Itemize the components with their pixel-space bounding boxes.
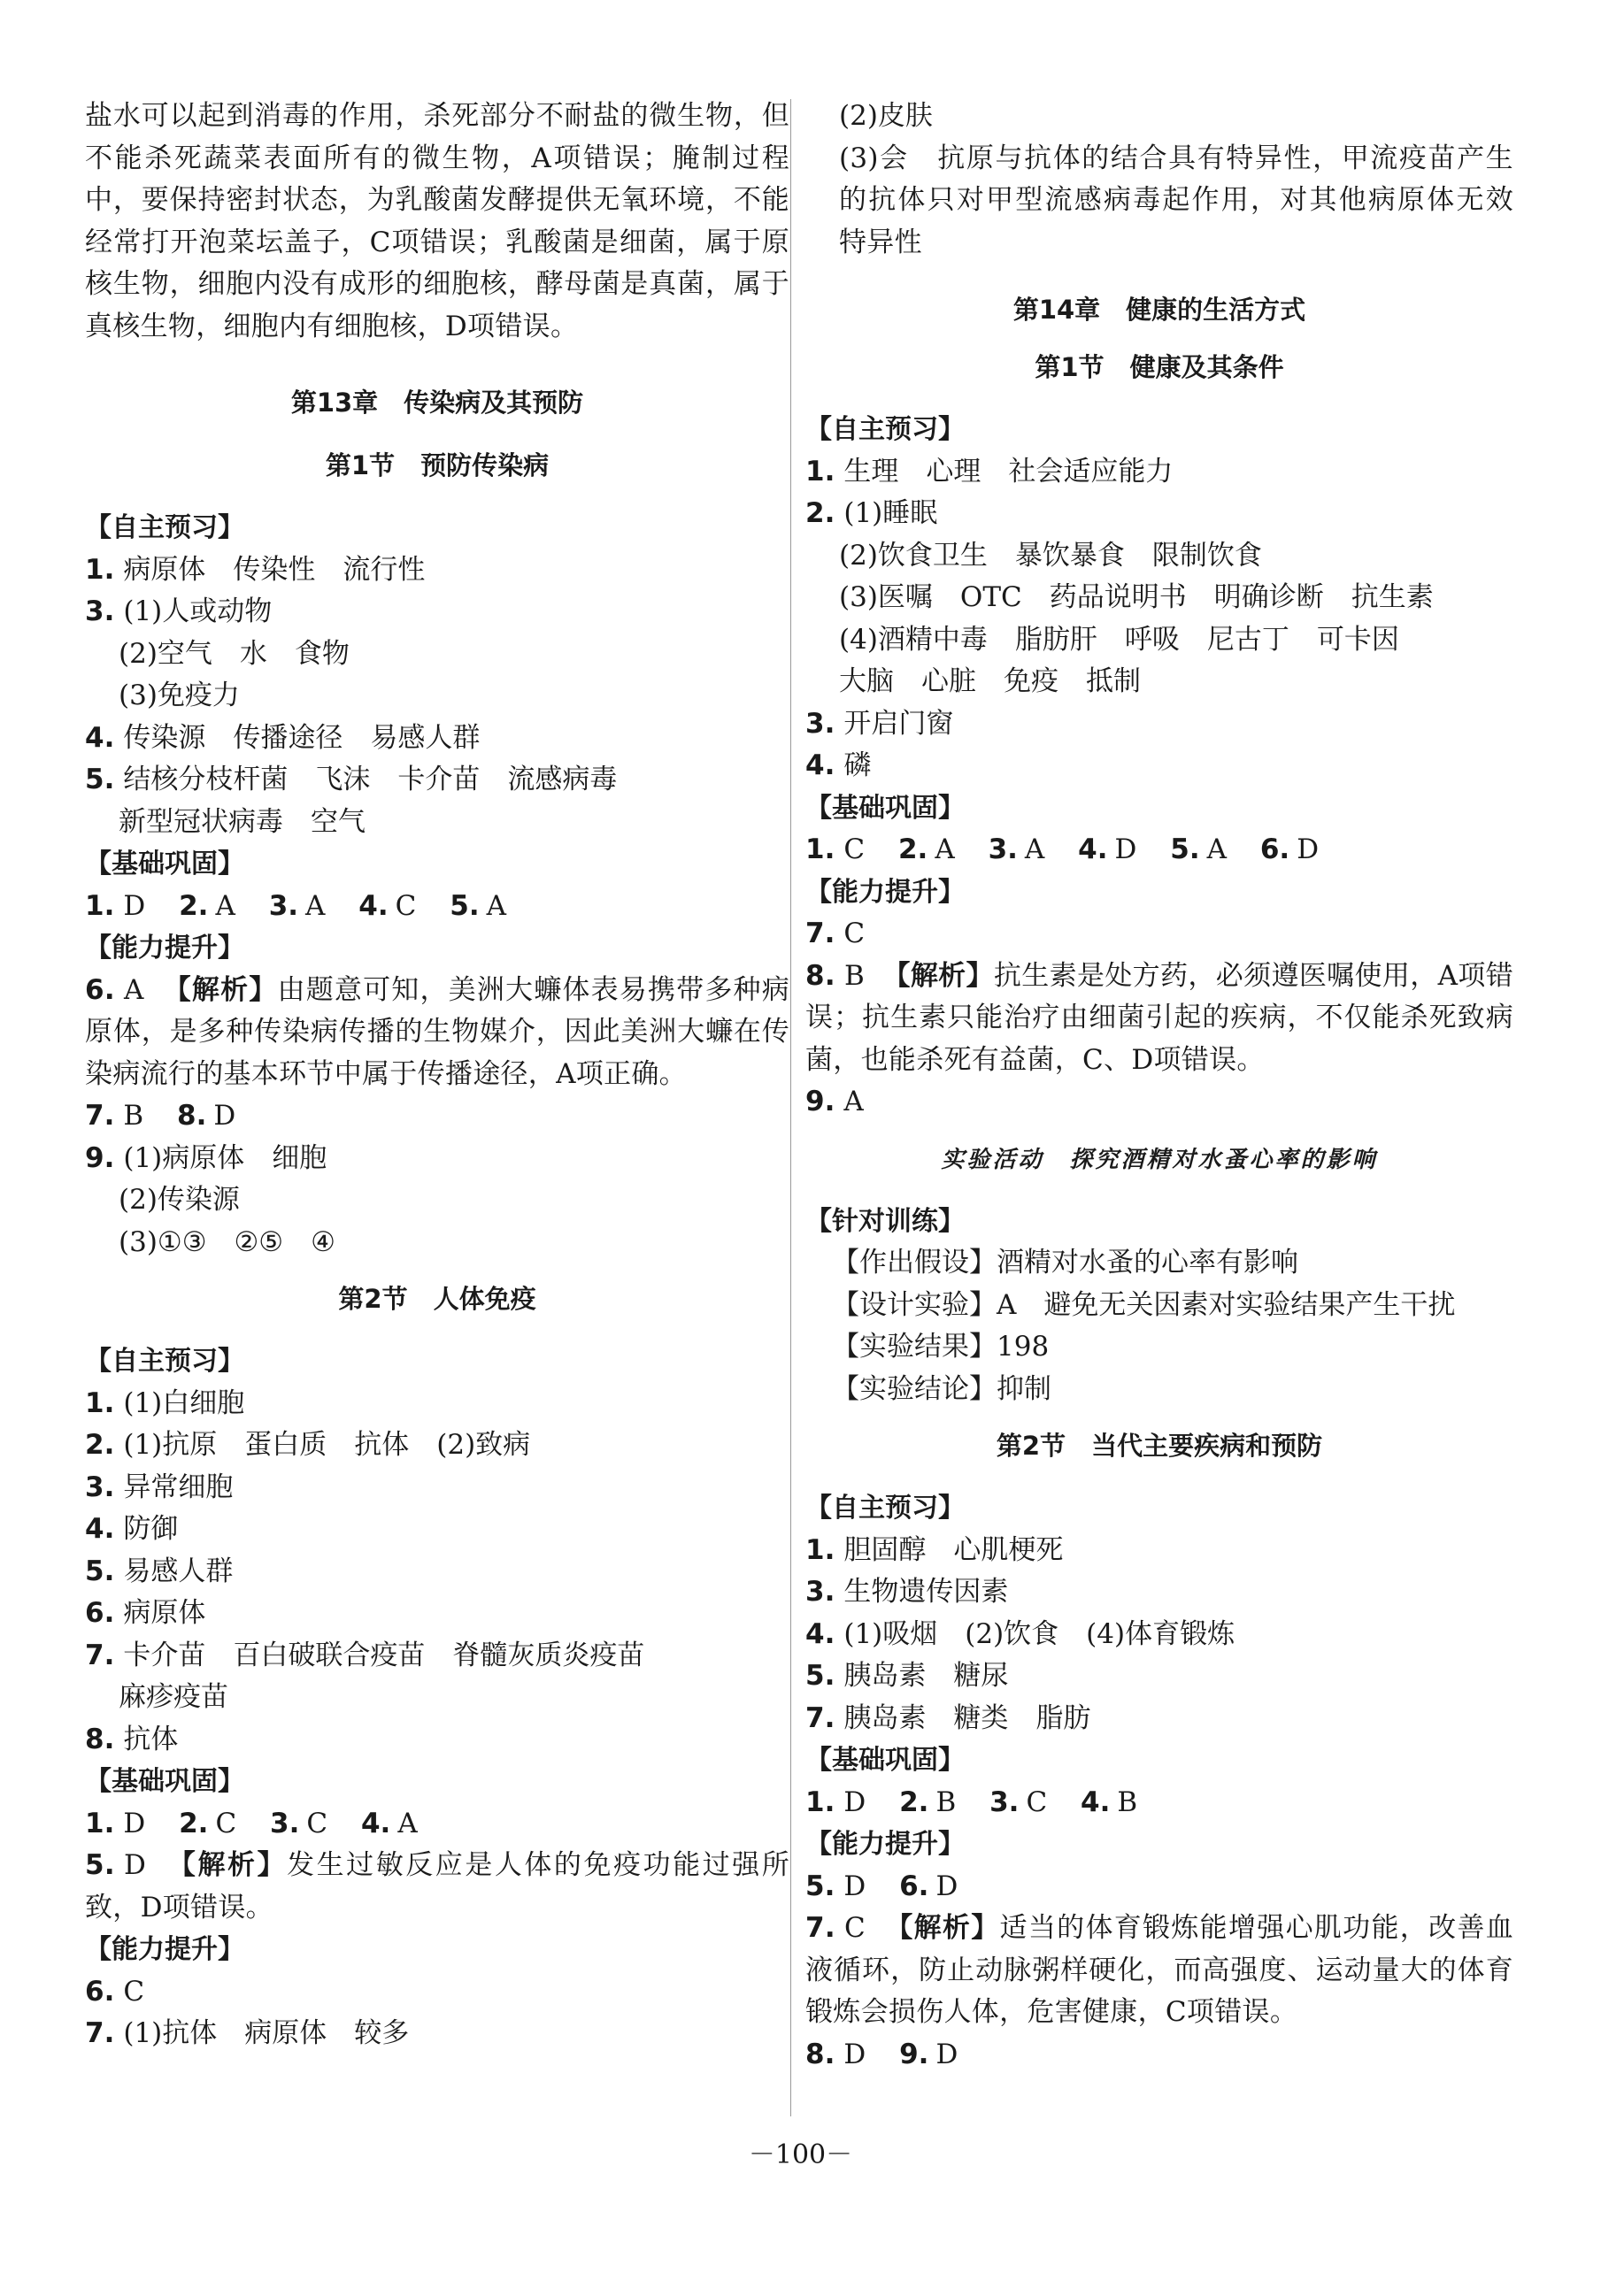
answer-item: 3. 开启门窗 (805, 707, 954, 740)
header-jcgg: 【基础巩固】 (805, 1745, 965, 1776)
header-jcgg: 【基础巩固】 (805, 792, 965, 824)
header-zzyx: 【自主预习】 (85, 512, 244, 543)
section-1-title: 第1节 健康及其条件 (1035, 352, 1284, 382)
answer-subitem: (3)会 抗原与抗体的结合具有特异性，甲流疫苗产生的抗体只对甲型流感病毒起作用，对其他病原体无效 特异性 (839, 142, 1542, 258)
answer-item: 3. 生物遗传因素 (805, 1576, 1009, 1608)
answer-analysis: 8. B 【解析】抗生素是处方药，必须遵医嘱使用，A项错误；抗生素只能治疗由细菌引起的疾病，不仅能杀死致病菌，也能杀死有益菌，C、D项错误。 (805, 959, 1513, 1076)
answer-row: 7. B 8. D (85, 1100, 236, 1132)
answer-item: 5. 胰岛素 糖尿 (805, 1660, 1009, 1692)
answer-subitem: (4)酒精中毒 脂肪肝 呼吸 尼古丁 可卡因 (839, 623, 1399, 656)
experiment-line: 【作出假设】酒精对水蚤的心率有影响 (832, 1247, 1298, 1279)
experiment-title: 实验活动 探究酒精对水蚤心率的影响 (941, 1146, 1378, 1173)
answer-item: 1. (1)白细胞 (85, 1386, 245, 1419)
page-number: －100－ (748, 2139, 853, 2170)
experiment-line: 【实验结论】抑制 (832, 1372, 1051, 1405)
header-jcgg: 【基础巩固】 (85, 1766, 244, 1797)
header-nlts: 【能力提升】 (805, 876, 965, 908)
column-divider (790, 99, 791, 2116)
header-nlts: 【能力提升】 (85, 1934, 244, 1965)
answer-item: 8. 抗体 (85, 1723, 179, 1755)
answer-analysis: 7. C 【解析】适当的体育锻炼能增强心肌功能，改善血液循环，防止动脉粥样硬化，而高强度、运动量大的体育锻炼会损伤人体，危害健康，C项错误。 (805, 1912, 1513, 2028)
answer-item: 4. 磷 (805, 749, 872, 781)
answer-item: 1. 胆固醇 心肌梗死 (805, 1533, 1064, 1566)
header-jcgg: 【基础巩固】 (85, 849, 244, 879)
header-zzyx: 【自主预习】 (85, 1346, 244, 1377)
answer-subitem: (2)传染源 (119, 1184, 240, 1216)
answer-row: 1. D 2. B 3. C 4. B (805, 1785, 1138, 1818)
answer-item: 3. (1)人或动物 (85, 595, 273, 627)
answer-item: 4. 防御 (85, 1513, 179, 1545)
header-zdxl: 【针对训练】 (805, 1205, 965, 1237)
experiment-line: 【实验结果】198 (832, 1331, 1050, 1363)
answer-subitem: (3)①③ ②⑤ ④ (119, 1225, 335, 1258)
answer-item: 5. 结核分枝杆菌 飞沫 卡介苗 流感病毒 (85, 764, 618, 795)
experiment-line: 【设计实验】A 避免无关因素对实验结果产生干扰 (832, 1288, 1456, 1321)
answer-item: 7. 卡介苗 百白破联合疫苗 脊髓灰质炎疫苗 (85, 1639, 645, 1671)
header-nlts: 【能力提升】 (805, 1829, 965, 1860)
answer-subitem: 麻疹疫苗 (119, 1681, 228, 1713)
answer-item: 7. C (805, 918, 866, 949)
answer-subitem: 大脑 心脏 免疫 抵制 (839, 665, 1141, 697)
answer-item: 1. 生理 心理 社会适应能力 (805, 455, 1174, 488)
section-1-title: 第1节 预防传染病 (325, 450, 550, 480)
answer-item: 4. 传染源 传播途径 易感人群 (85, 721, 481, 754)
answer-item: 3. 异常细胞 (85, 1471, 234, 1503)
answer-item: 2. (1)抗原 蛋白质 抗体 (2)致病 (85, 1429, 531, 1461)
answer-item: 9. A (805, 1086, 864, 1117)
answer-item: 7. 胰岛素 糖类 脂肪 (805, 1701, 1091, 1734)
chapter-13-title: 第13章 传染病及其预防 (290, 388, 584, 418)
answer-row: 8. D 9. D (805, 2038, 958, 2070)
header-nlts: 【能力提升】 (85, 933, 244, 964)
answer-subitem: (2)饮食卫生 暴饮暴食 限制饮食 (839, 539, 1262, 572)
header-zzyx: 【自主预习】 (805, 414, 965, 445)
answer-subitem: 新型冠状病毒 空气 (119, 805, 366, 838)
answer-analysis: 6. A 【解析】由题意可知，美洲大蠊体表易携带多种病原体，是多种传染病传播的生物媒介，因此美洲大蠊在传染病流行的基本环节中属于传播途径，A项正确。 (85, 973, 790, 1090)
answer-item: 9. (1)病原体 细胞 (85, 1141, 327, 1174)
answer-item: 1. 病原体 传染性 流行性 (85, 553, 426, 586)
answer-row: 1. D 2. C 3. C 4. A (85, 1807, 418, 1839)
answer-analysis: 5. D 【解析】发生过敏反应是人体的免疫功能过强所致，D项错误。 (85, 1849, 790, 1924)
section-2-title: 第2节 当代主要疾病和预防 (996, 1431, 1323, 1461)
analysis-label: 【解析】 (885, 1912, 1000, 1944)
answer-subitem: (2)空气 水 食物 (119, 637, 350, 670)
analysis-label: 【解析】 (163, 973, 278, 1006)
chapter-14-title: 第14章 健康的生活方式 (1012, 295, 1306, 325)
analysis-label: 【解析】 (167, 1849, 288, 1881)
answer-row: 1. C 2. A 3. A 4. D 5. A 6. D (805, 833, 1320, 865)
intro-paragraph: 盐水可以起到消毒的作用，杀死部分不耐盐的微生物，但不能杀死蔬菜表面所有的微生物，A项错误；腌制过程中，要保持密封状态，为乳酸菌发酵提供无氧环境，不能经常打开泡菜坛盖子，C项错误；乳酸菌是细菌，属于原核生物，细胞内没有成形的细胞核，酵母菌是真菌，属于真核生物，细胞内有细胞核，D项错误。 (85, 100, 789, 342)
analysis-label: 【解析】 (882, 959, 994, 992)
section-2-title: 第2节 人体免疫 (338, 1284, 536, 1314)
answer-item: 7. (1)抗体 病原体 较多 (85, 2017, 410, 2049)
right-column (805, 96, 1542, 2076)
answer-item: 2. (1)睡眠 (805, 497, 938, 529)
answer-subitem: (2)皮肤 (839, 100, 933, 132)
answer-item: 4. (1)吸烟 (2)饮食 (4)体育锻炼 (805, 1617, 1235, 1650)
answer-row: 1. D 2. A 3. A 4. C 5. A (85, 889, 506, 922)
answer-item: 6. 病原体 (85, 1597, 206, 1629)
answer-item: 6. C (85, 1975, 145, 2008)
answer-row: 5. D 6. D (805, 1870, 958, 1902)
answer-subitem: (3)免疫力 (119, 680, 240, 711)
header-zzyx: 【自主预习】 (805, 1493, 965, 1524)
answer-item: 5. 易感人群 (85, 1555, 234, 1587)
left-column (85, 96, 789, 2055)
answer-subitem: (3)医嘱 OTC 药品说明书 明确诊断 抗生素 (839, 581, 1434, 613)
